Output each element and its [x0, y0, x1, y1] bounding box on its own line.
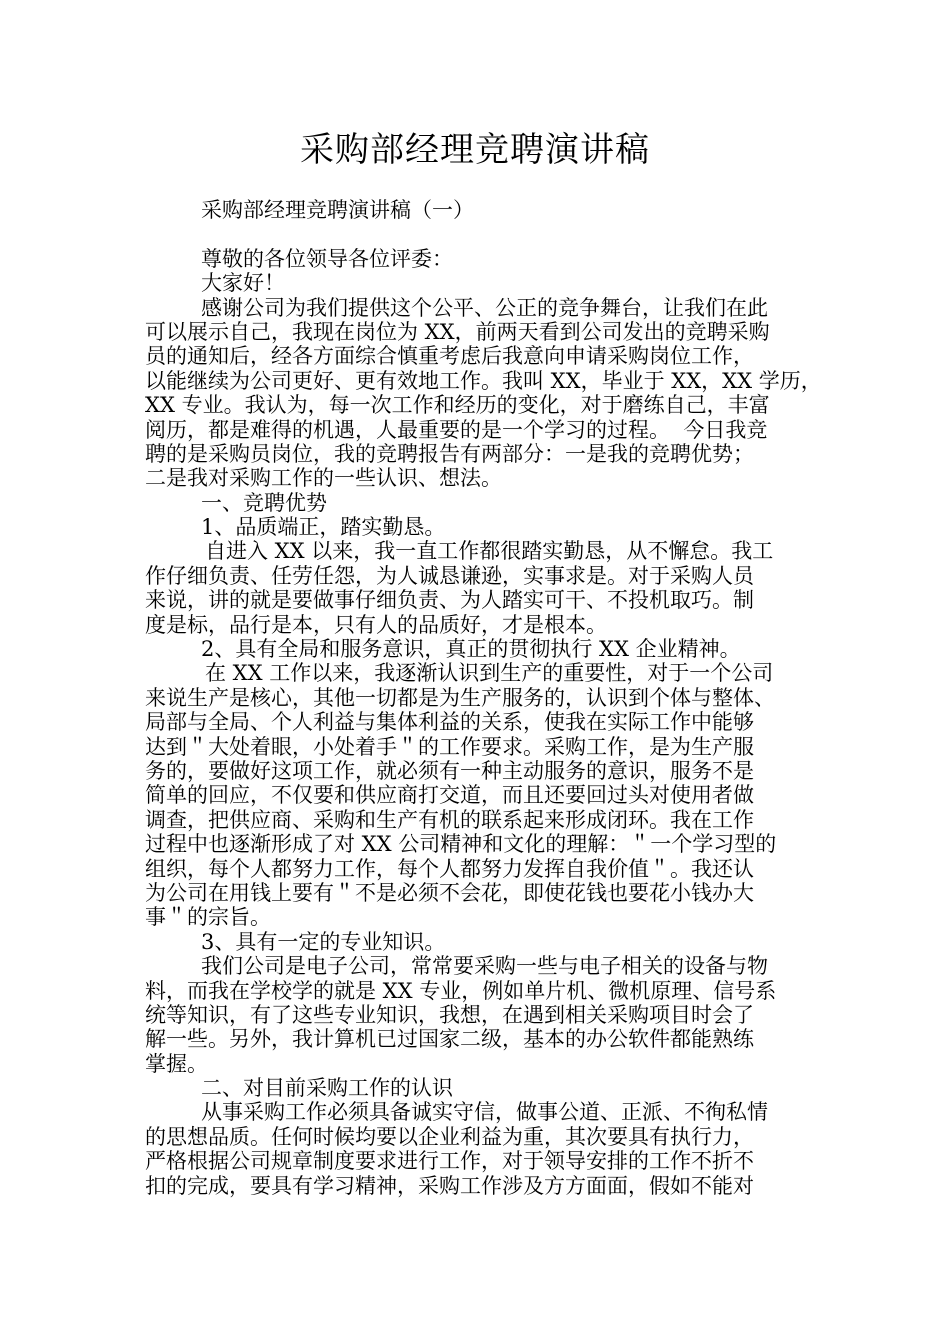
paragraph-line: 在 XX 工作以来，我逐渐认识到生产的重要性，对于一个公司: [205, 661, 774, 686]
paragraph-line: 务的，要做好这项工作，就必须有一种主动服务的意识，服务不是: [145, 758, 754, 783]
section-heading: 二、对目前采购工作的认识: [201, 1076, 453, 1101]
paragraph-line: 从事采购工作必须具备诚实守信，做事公道、正派、不徇私情: [201, 1100, 768, 1125]
paragraph-line: 事＂的宗旨。: [145, 905, 271, 930]
paragraph-line: 员的通知后，经各方面综合慎重考虑后我意向申请采购岗位工作，: [145, 344, 754, 369]
paragraph-line: 扣的完成，要具有学习精神，采购工作涉及方方面面，假如不能对: [145, 1173, 754, 1198]
paragraph-line: 可以展示自己，我现在岗位为 XX，前两天看到公司发出的竞聘采购: [145, 319, 770, 344]
paragraph-line: 自进入 XX 以来，我一直工作都很踏实勤恳，从不懈怠。我工: [205, 539, 774, 564]
paragraph-line: 作仔细负责、任劳任怨，为人诚恳谦逊，实事求是。对于采购人员: [145, 563, 754, 588]
section-subtitle: 采购部经理竞聘演讲稿（一）: [201, 198, 474, 222]
paragraph-line: 的思想品质。任何时候均要以企业利益为重，其次要具有执行力，: [145, 1124, 754, 1149]
paragraph-line: 严格根据公司规章制度要求进行工作，对于领导安排的工作不折不: [145, 1149, 754, 1174]
paragraph-line: 局部与全局、个人利益与集体利益的关系，使我在实际工作中能够: [145, 710, 754, 735]
paragraph-line: 我们公司是电子公司，常常要采购一些与电子相关的设备与物: [201, 954, 768, 979]
paragraph-line: 料，而我在学校学的就是 XX 专业，例如单片机、微机原理、信号系: [145, 978, 777, 1003]
paragraph-line: 解一些。另外，我计算机已过国家二级，基本的办公软件都能熟练: [145, 1027, 754, 1052]
paragraph-line: 组织，每个人都努力工作，每个人都努力发挥自我价值＂。我还认: [145, 856, 754, 881]
subsection-heading: 2、具有全局和服务意识，真正的贯彻执行 XX 企业精神。: [201, 637, 741, 662]
paragraph-line: 阅历，都是难得的机遇，人最重要的是一个学习的过程。 今日我竞: [145, 417, 768, 442]
salutation: 尊敬的各位领导各位评委：: [201, 246, 453, 271]
paragraph-line: 感谢公司为我们提供这个公平、公正的竞争舞台，让我们在此: [201, 295, 768, 320]
blank-line: [145, 222, 835, 246]
paragraph-line: XX 专业。我认为，每一次工作和经历的变化，对于磨练自己，丰富: [145, 393, 770, 418]
paragraph-line: 统等知识，有了这些专业知识，我想，在遇到相关采购项目时会了: [145, 1002, 754, 1027]
paragraph-line: 聘的是采购员岗位，我的竞聘报告有两部分：一是我的竞聘优势；: [145, 441, 754, 466]
paragraph-line: 达到＂大处着眼，小处着手＂的工作要求。采购工作，是为生产服: [145, 734, 754, 759]
paragraph-line: 二是我对采购工作的一些认识、想法。: [145, 466, 502, 491]
greeting: 大家好！: [201, 271, 285, 296]
subsection-heading: 3、具有一定的专业知识。: [201, 929, 446, 954]
paragraph-line: 简单的回应，不仅要和供应商打交道，而且还要回过头对使用者做: [145, 783, 754, 808]
document-title: 采购部经理竞聘演讲稿: [300, 130, 650, 170]
paragraph-line: 调查，把供应商、采购和生产有机的联系起来形成闭环。我在工作: [145, 807, 754, 832]
paragraph-line: 掌握。: [145, 1051, 208, 1076]
paragraph-line: 以能继续为公司更好、更有效地工作。我叫 XX，毕业于 XX，XX 学历，: [145, 368, 822, 393]
subsection-heading: 1、品质端正，踏实勤恳。: [201, 515, 446, 540]
paragraph-line: 度是标，品行是本，只有人的品质好，才是根本。: [145, 612, 607, 637]
paragraph-line: 为公司在用钱上要有＂不是必须不会花，即使花钱也要花小钱办大: [145, 880, 754, 905]
document-body: [145, 198, 835, 1198]
paragraph-line: 来说，讲的就是要做事仔细负责、为人踏实可干、不投机取巧。制: [145, 588, 754, 613]
paragraph-line: 过程中也逐渐形成了对 XX 公司精神和文化的理解：＂一个学习型的: [145, 832, 777, 857]
section-heading: 一、竞聘优势: [201, 490, 327, 515]
paragraph-line: 来说生产是核心，其他一切都是为生产服务的，认识到个体与整体、: [145, 685, 775, 710]
